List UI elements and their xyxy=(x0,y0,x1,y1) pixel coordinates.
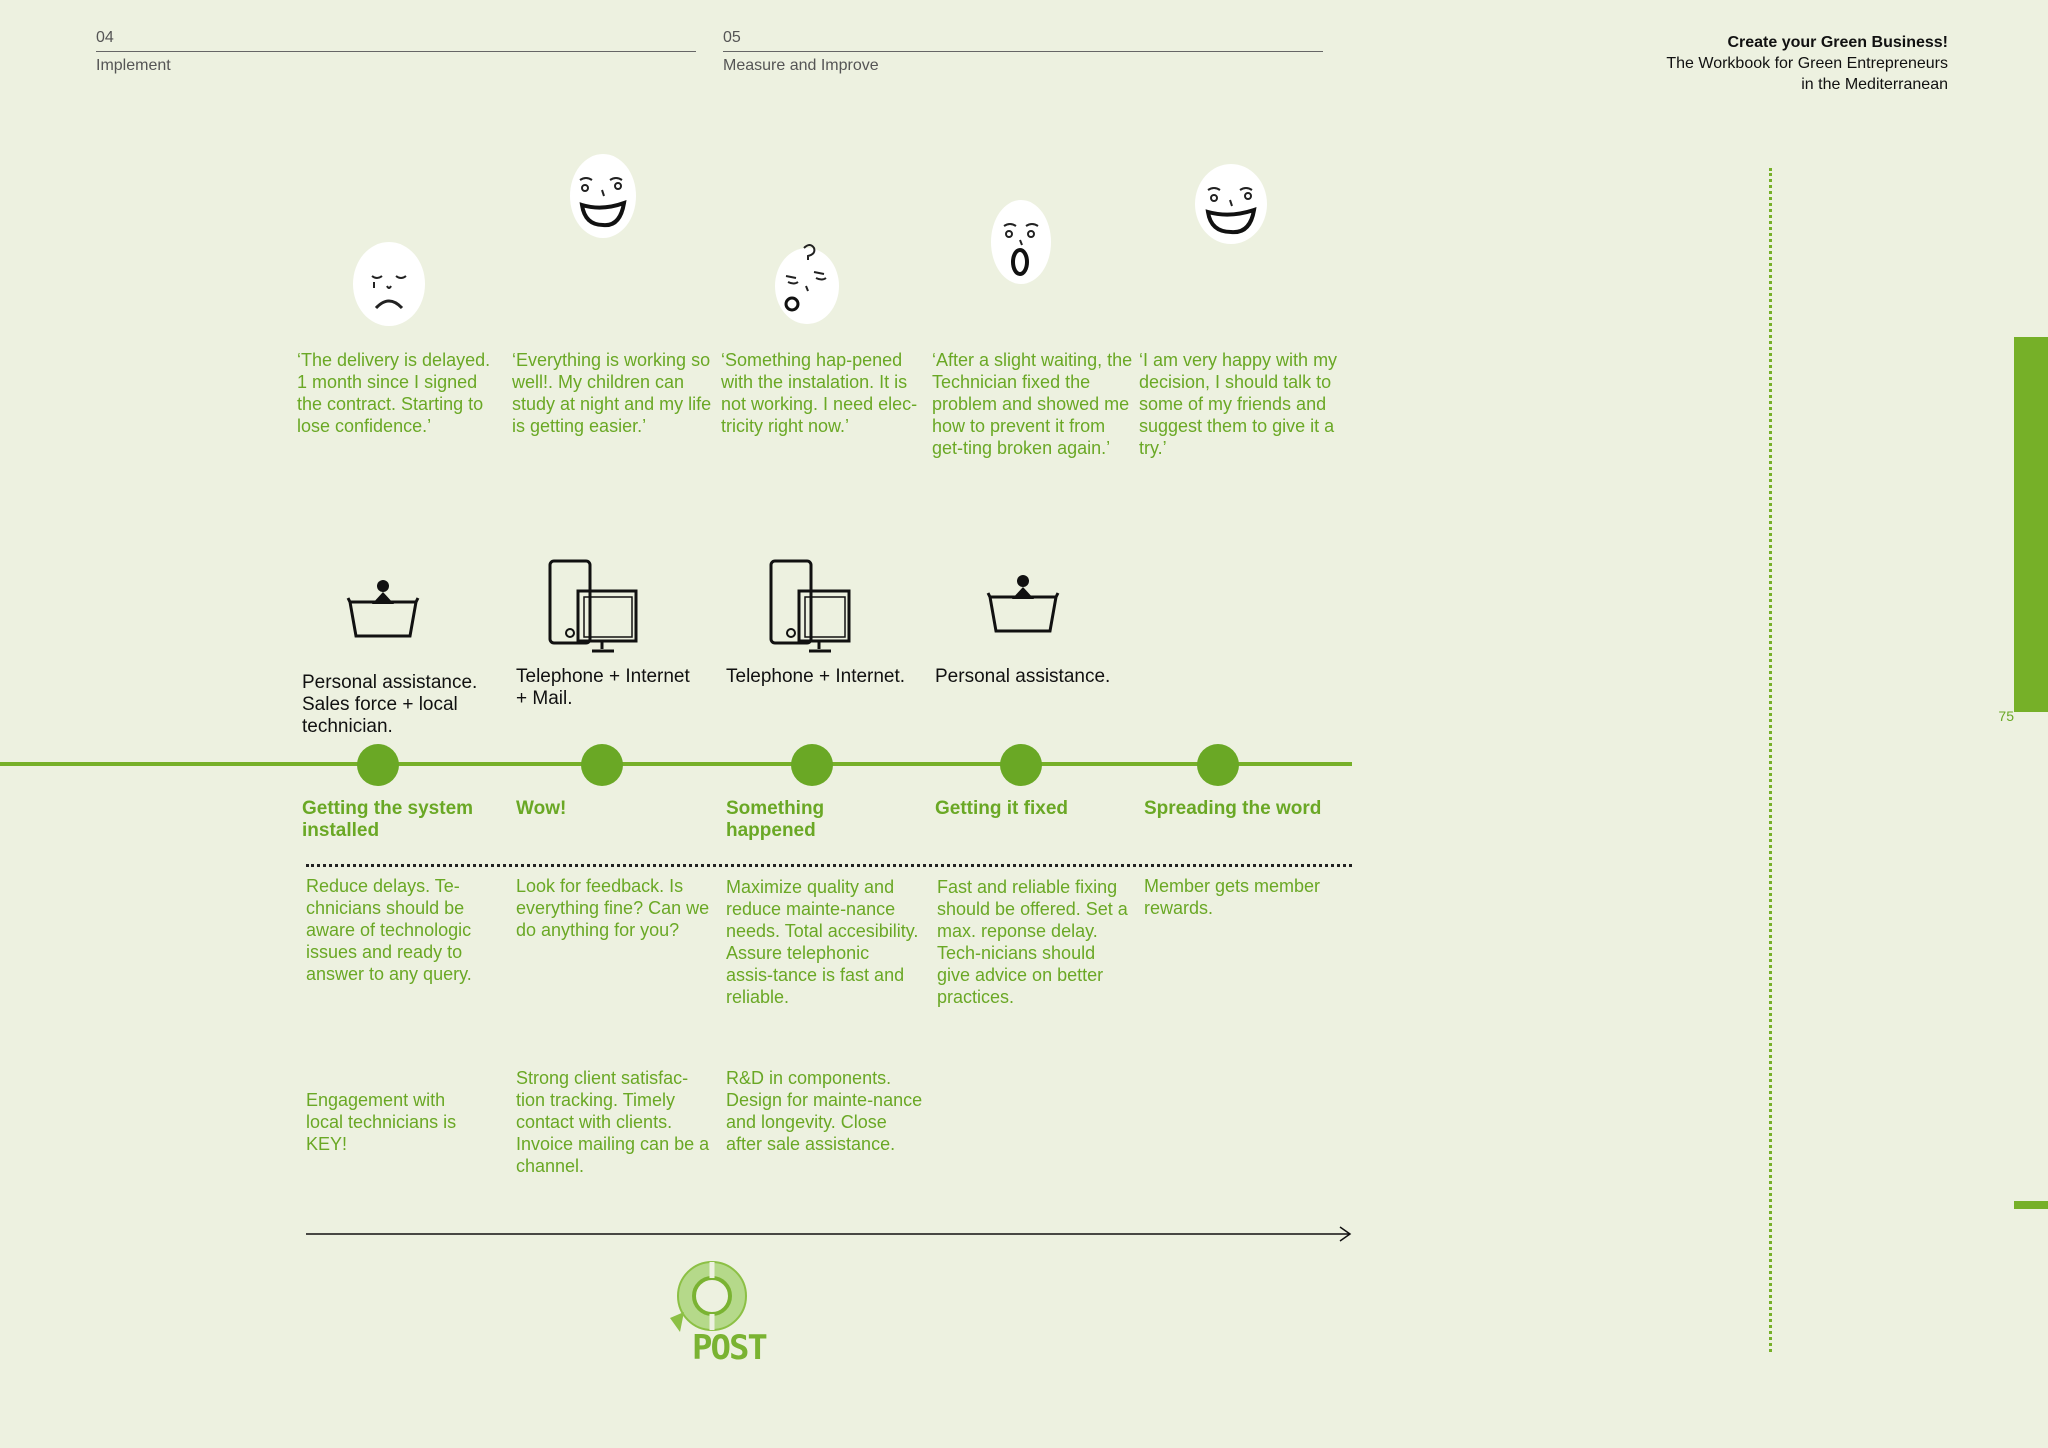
customer-quote: ‘After a slight waiting, the Technician fixed the problem and showed me how to prevent it from get-ting broken again.’ xyxy=(932,350,1133,458)
timeline-line xyxy=(0,762,1352,766)
channel-label: Personal assistance. Sales force + local technician. xyxy=(302,672,478,737)
timeline-dot xyxy=(581,744,623,786)
customer-quote: ‘The delivery is delayed. 1 month since I signed the contract. Starting to lose confidence.’ xyxy=(297,350,491,436)
stage-label: Something happened xyxy=(726,798,825,841)
book-subtitle: in the Mediterranean xyxy=(1801,76,1948,93)
section-divider xyxy=(96,51,696,52)
channel-label: Personal assistance. xyxy=(935,666,1111,687)
timeline-dot xyxy=(1197,744,1239,786)
strategy-note: Engagement with local technicians is KEY! xyxy=(306,1090,457,1154)
page-number: 75 xyxy=(1998,708,2014,724)
phone-and-monitor-icon xyxy=(761,555,871,665)
book-subtitle: The Workbook for Green Entrepreneurs xyxy=(1666,55,1948,72)
improvement-note: Member gets member rewards. xyxy=(1144,876,1321,918)
confused-face-icon xyxy=(762,238,852,328)
customer-quote: ‘Something hap-pened with the instalation. It is not working. I need elec-tricity right now.’ xyxy=(721,350,918,436)
laughing-face-icon xyxy=(1186,160,1276,250)
time-arrow xyxy=(306,1224,1354,1244)
channel-label: Telephone + Internet. xyxy=(726,666,906,687)
book-title-block xyxy=(1666,32,1948,95)
section-number-04: 04 xyxy=(96,29,114,46)
stage-label: Getting the system installed xyxy=(302,798,474,841)
stage-label: Wow! xyxy=(516,798,567,819)
sad-face-icon xyxy=(344,238,434,328)
strategy-note: R&D in components. Design for mainte-nance and longevity. Close after sale assistance. xyxy=(726,1068,923,1154)
improvement-note: Fast and reliable fixing should be offered. Set a max. reponse delay. Tech-nicians should give advice on better practices. xyxy=(937,877,1128,1007)
channel-label: Telephone + Internet + Mail. xyxy=(516,666,690,709)
stage-label: Getting it fixed xyxy=(935,798,1068,819)
strategy-note: Strong client satisfac-tion tracking. Timely contact with clients. Invoice mailing can be a channel. xyxy=(516,1068,710,1176)
dotted-separator xyxy=(306,864,1352,867)
dotted-vertical-divider xyxy=(1769,168,1772,1352)
improvement-note: Maximize quality and reduce mainte-nance needs. Total accesibility. Assure telephonic assis-tance is fast and reliable. xyxy=(726,877,919,1007)
section-label-implement: Implement xyxy=(96,57,171,74)
phone-and-monitor-icon xyxy=(540,555,650,665)
improvement-note: Look for feedback. Is everything fine? Can we do anything for you? xyxy=(516,876,710,940)
timeline-dot xyxy=(357,744,399,786)
stage-label: Spreading the word xyxy=(1144,798,1322,819)
surprised-face-icon xyxy=(976,196,1066,286)
section-label-measure: Measure and Improve xyxy=(723,57,879,74)
timeline-dot xyxy=(1000,744,1042,786)
chapter-tab-bar xyxy=(2014,337,2048,712)
section-divider xyxy=(723,51,1323,52)
improvement-note: Reduce delays. Te-chnicians should be aware of technologic issues and ready to answer to any query. xyxy=(306,876,472,984)
post-logo xyxy=(660,1256,766,1376)
timeline-dot xyxy=(791,744,833,786)
laughing-face-icon xyxy=(558,150,648,240)
customer-quote: ‘I am very happy with my decision, I should talk to some of my friends and suggest them to give it a try.’ xyxy=(1139,350,1338,458)
person-at-desk-icon xyxy=(968,555,1078,665)
post-logo-text: POST xyxy=(692,1328,766,1368)
section-number-05: 05 xyxy=(723,29,741,46)
person-at-desk-icon xyxy=(328,560,438,670)
chapter-tab-marker xyxy=(2014,1201,2048,1209)
customer-quote: ‘Everything is working so well!. My children can study at night and my life is getting easier.’ xyxy=(512,350,712,436)
book-title: Create your Green Business! xyxy=(1727,34,1948,51)
